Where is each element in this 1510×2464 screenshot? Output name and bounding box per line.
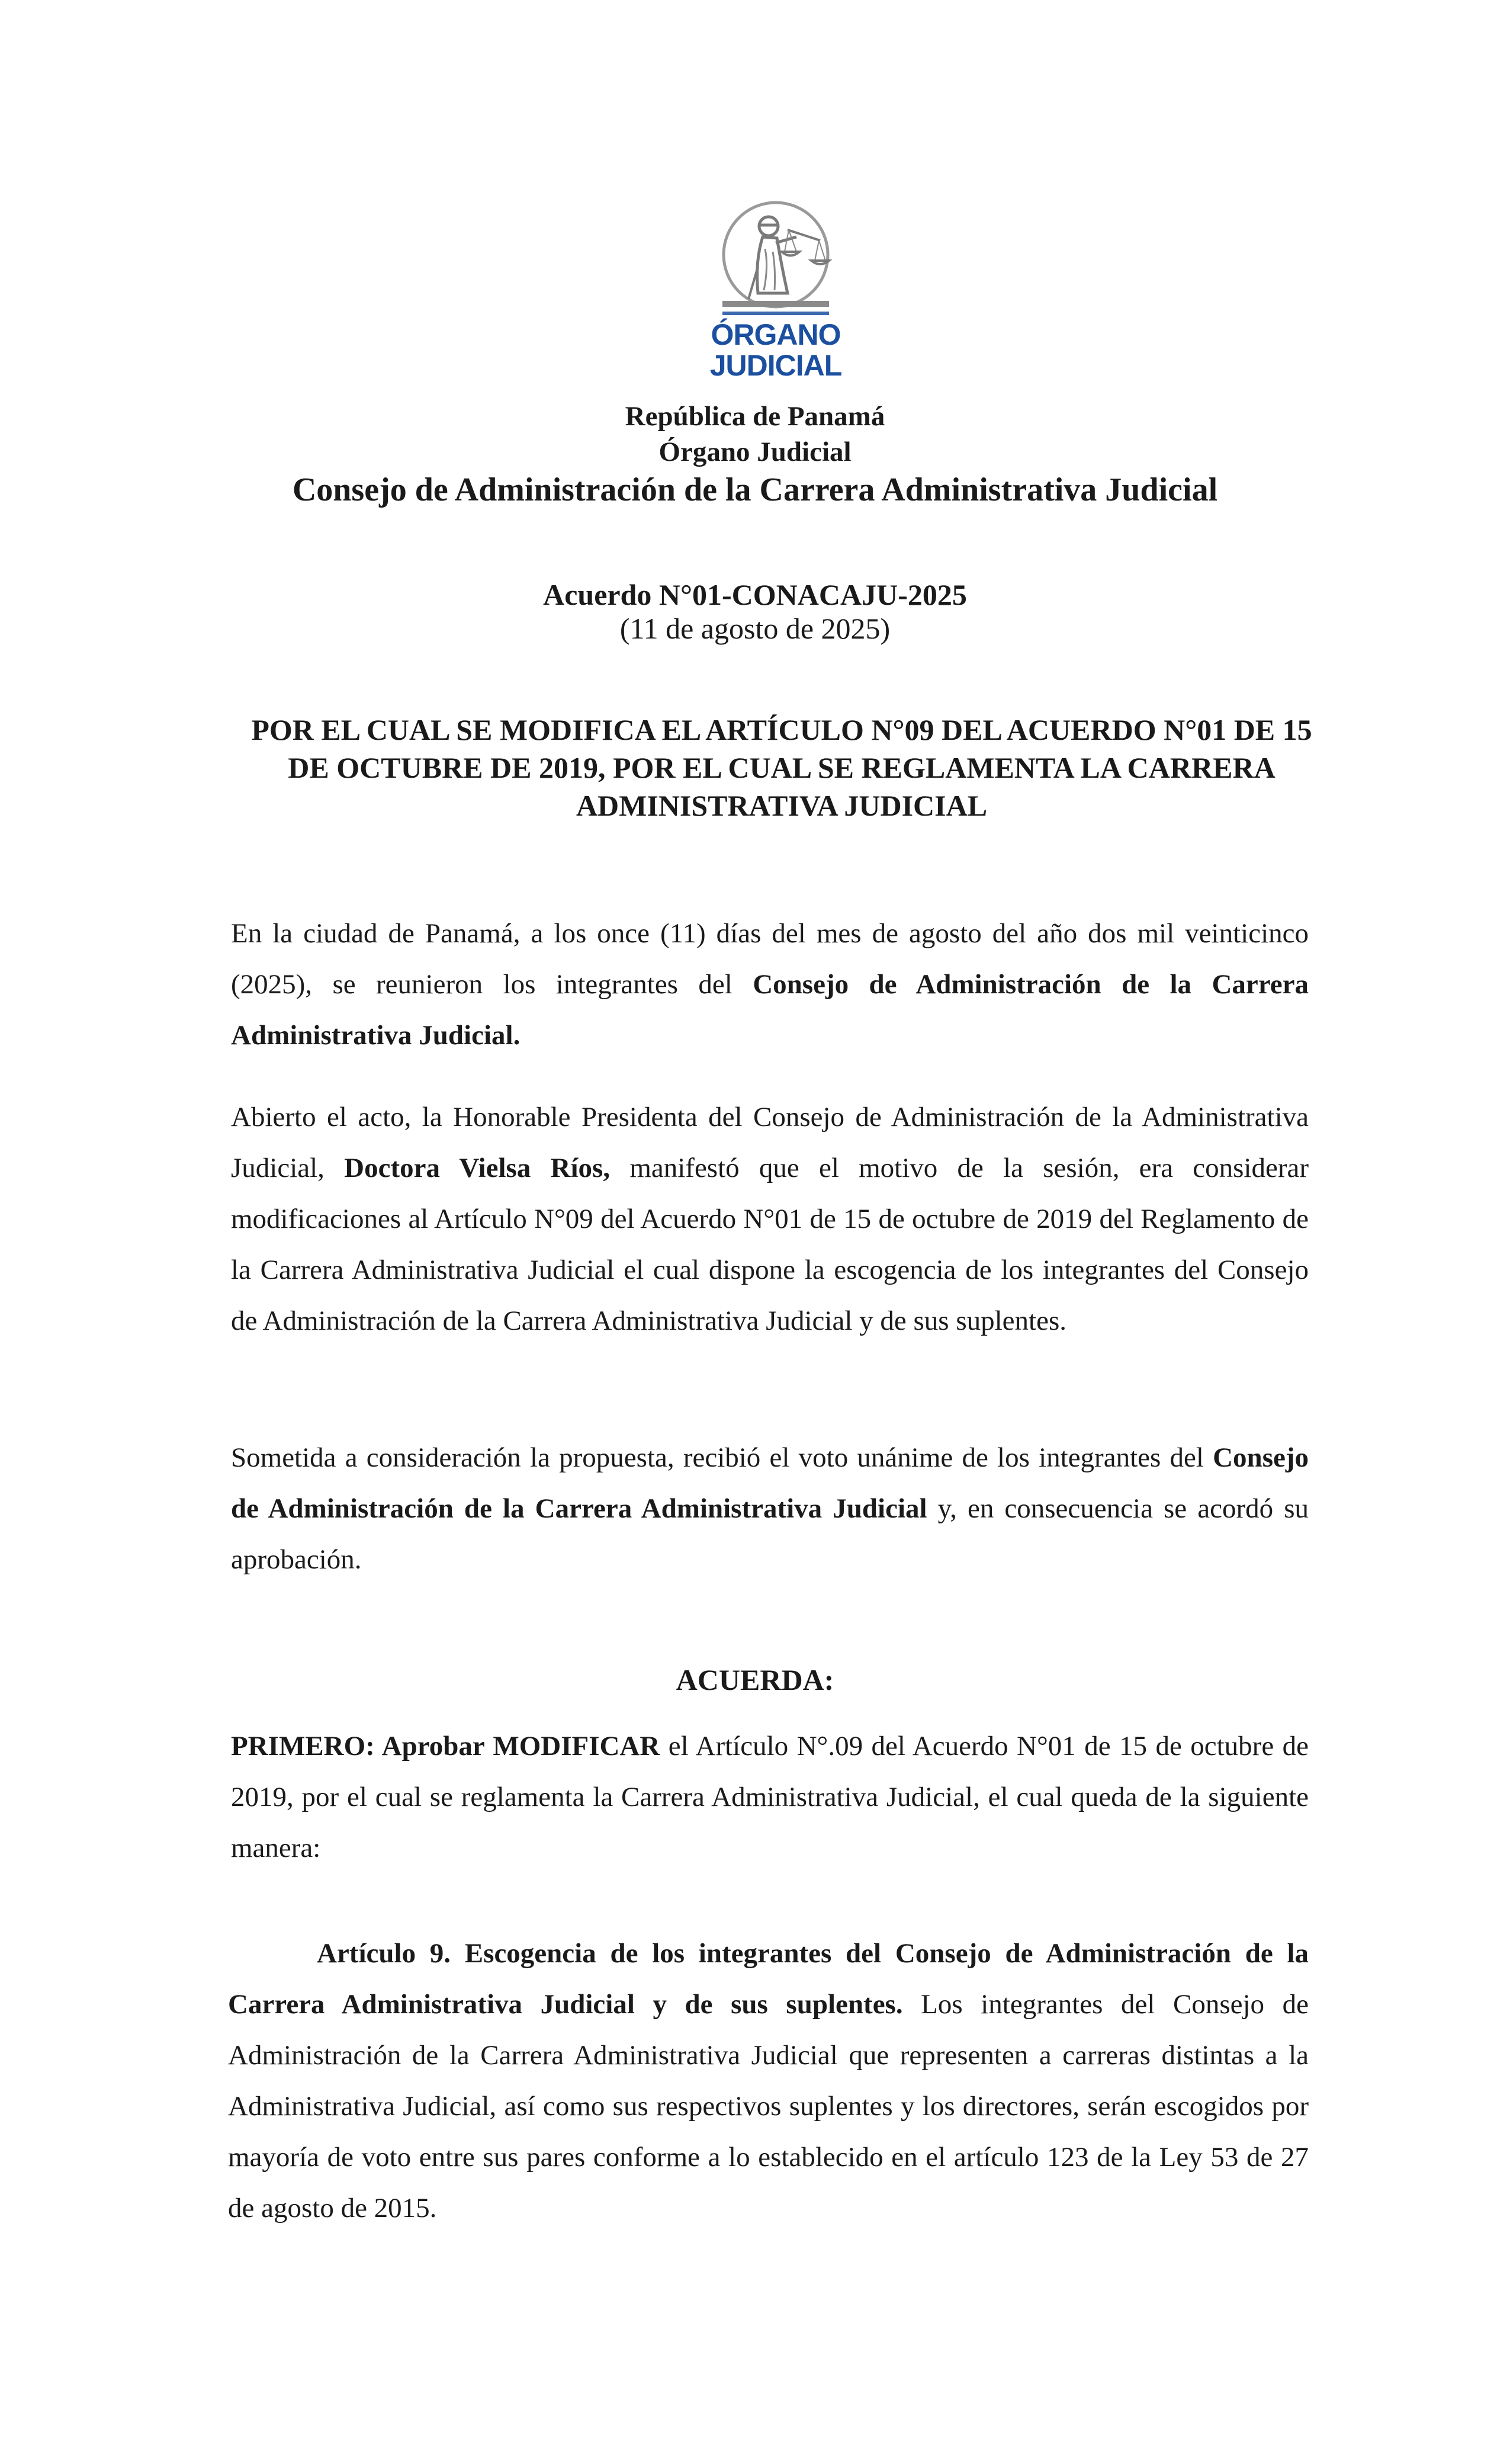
paragraph-primero-bold: PRIMERO: Aprobar MODIFICAR	[231, 1731, 660, 1762]
paragraph-session-text-b: manifestó que el motivo de la sesión, era considerar modificaciones al Artículo N°09 del Acuerdo N°01 de 15 de octubre de 2019 del Reglamento de la Carrera Administrativa Judicial el cual dispone la escogencia de los integrantes del Consejo de Administración de la Carrera Administrativa Judicial y de sus suplentes.	[231, 1153, 1309, 1336]
paragraph-opening-text: En la ciudad de Panamá, a los once (11) días del mes de agosto del año dos mil veinticinco (2025), se reunieron los integrantes del	[231, 918, 1309, 1000]
logo-text-organo: ÓRGANO	[711, 318, 841, 351]
paragraph-session-bold: Doctora Vielsa Ríos,	[344, 1153, 611, 1183]
lady-justice-emblem-icon	[699, 195, 853, 320]
article-9-heading: Artículo 9. Escogencia de los integrantes del Consejo de Administración de la Carrera Administrativa Judicial y de sus suplentes.	[228, 1938, 1309, 2020]
paragraph-primero	[231, 1721, 1309, 1873]
title-line-1: POR EL CUAL SE MODIFICA EL ARTÍCULO N°09 DEL ACUERDO N°01 DE 15	[251, 713, 1312, 746]
acuerda-heading: ACUERDA:	[676, 1663, 834, 1696]
paragraph-vote-text-b: y, en consecuencia se acordó su aprobación.	[231, 1493, 1309, 1575]
header-republic: República de Panamá	[625, 401, 885, 432]
paragraph-primero-text: el Artículo N°.09 del Acuerdo N°01 de 15 de octubre de 2019, por el cual se reglamenta la Carrera Administrativa Judicial, el cual queda de la siguiente manera:	[231, 1731, 1309, 1863]
paragraph-session	[231, 1092, 1309, 1346]
agreement-date: (11 de agosto de 2025)	[619, 612, 891, 645]
logo-text-judicial: JUDICIAL	[709, 349, 842, 382]
organo-judicial-logo	[699, 195, 853, 391]
article-9-text: Los integrantes del Consejo de Administración de la Carrera Administrativa Judicial que representen a carreras distintas a la Administrativa Judicial, así como sus respectivos suplentes y los directores, serán escogidos por mayoría de voto entre sus pares conforme a lo establecido en el artículo 123 de la Ley 53 de 27 de agosto de 2015.	[228, 1989, 1309, 2224]
paragraph-vote-bold: Consejo de Administración de la Carrera Administrativa Judicial	[231, 1442, 1309, 1524]
article-9	[228, 1928, 1309, 2234]
document-title	[225, 711, 1338, 824]
paragraph-opening-bold: Consejo de Administración de la Carrera Administrativa Judicial.	[231, 969, 1309, 1051]
paragraph-vote	[231, 1432, 1309, 1585]
title-line-2: DE OCTUBRE DE 2019, POR EL CUAL SE REGLAMENTA LA CARRERA	[288, 751, 1276, 784]
paragraph-vote-text-a: Sometida a consideración la propuesta, recibió el voto unánime de los integrantes del	[231, 1442, 1213, 1473]
title-line-3: ADMINISTRATIVA JUDICIAL	[576, 789, 988, 822]
paragraph-opening	[231, 908, 1309, 1061]
paragraph-session-text-a: Abierto el acto, la Honorable Presidenta del Consejo de Administración de la Administrativa Judicial,	[231, 1102, 1309, 1183]
agreement-number: Acuerdo N°01-CONACAJU-2025	[543, 578, 967, 611]
header-organ: Órgano Judicial	[658, 437, 852, 467]
header-council: Consejo de Administración de la Carrera Administrativa Judicial	[292, 471, 1218, 508]
